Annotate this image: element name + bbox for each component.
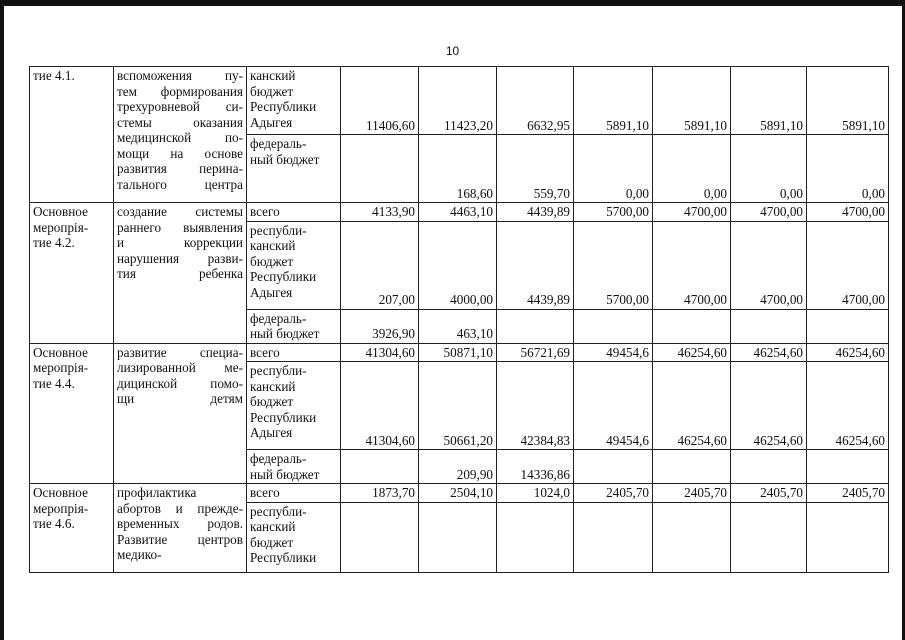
amount-cell: 46254,60 — [807, 343, 889, 362]
description-line: профилактика — [117, 485, 197, 500]
description-line: и коррекции — [117, 235, 243, 250]
amount-cell: 0,00 — [731, 135, 807, 203]
event-line: меропрія- — [33, 360, 89, 375]
amount-cell — [574, 502, 653, 572]
event-line: тие 4.6. — [33, 516, 75, 531]
funding-source-line: Адыгея — [250, 114, 293, 130]
amount-cell: 5700,00 — [574, 203, 653, 222]
funding-source-line: федераль- — [250, 451, 307, 466]
funding-source-line: канский — [250, 378, 296, 394]
amount-cell: 463,10 — [419, 309, 497, 343]
amount-cell: 46254,60 — [731, 343, 807, 362]
event-cell — [30, 203, 114, 344]
amount-cell: 6632,95 — [497, 67, 574, 135]
amount-cell — [341, 502, 419, 572]
amount-cell: 4700,00 — [653, 203, 731, 222]
amount-cell: 5700,00 — [574, 221, 653, 309]
table-row — [30, 343, 889, 362]
funding-source-line: ный бюджет — [250, 326, 320, 341]
funding-source-line: бюджет — [250, 394, 294, 409]
amount-cell: 46254,60 — [731, 362, 807, 450]
amount-cell — [574, 450, 653, 484]
amount-cell: 4439,89 — [497, 203, 574, 222]
event-line: тие 4.2. — [33, 235, 75, 250]
amount-cell: 3926,90 — [341, 309, 419, 343]
funding-source-cell — [247, 362, 341, 450]
amount-cell: 4133,90 — [341, 203, 419, 222]
amount-cell: 4700,00 — [731, 203, 807, 222]
funding-source-cell — [247, 502, 341, 572]
amount-cell: 1024,0 — [497, 484, 574, 503]
funding-source-line: Республики — [250, 269, 317, 284]
page-top-border — [0, 0, 905, 6]
amount-cell: 56721,69 — [497, 343, 574, 362]
amount-cell: 2405,70 — [653, 484, 731, 503]
amount-cell: 4463,10 — [419, 203, 497, 222]
funding-source-line: республи- — [250, 503, 307, 519]
description-line: лизированной ме- — [117, 360, 243, 375]
funding-source-line: всего — [250, 485, 280, 500]
budget-table-body — [30, 67, 889, 573]
funding-source-line: Республики — [250, 409, 317, 425]
description-cell — [114, 203, 247, 344]
amount-cell: 168,60 — [419, 135, 497, 203]
event-line: меропрія- — [33, 219, 89, 235]
amount-cell — [653, 450, 731, 484]
description-line: временных родов. — [117, 516, 243, 531]
amount-cell: 5891,10 — [807, 67, 889, 135]
description-line: стемы оказания — [117, 114, 243, 130]
funding-source-line: ный бюджет — [250, 151, 320, 167]
table-row — [30, 484, 889, 503]
description-line: развитие специа- — [117, 344, 243, 360]
amount-cell: 41304,60 — [341, 343, 419, 362]
amount-cell: 49454,6 — [574, 362, 653, 450]
amount-cell: 4700,00 — [731, 221, 807, 309]
funding-source-line: бюджет — [250, 83, 294, 99]
funding-source-line: Адыгея — [250, 425, 293, 440]
amount-cell — [653, 309, 731, 343]
amount-cell — [341, 450, 419, 484]
description-line: вспоможения пу- — [117, 68, 243, 83]
amount-cell: 559,70 — [497, 135, 574, 203]
amount-cell: 2504,10 — [419, 484, 497, 503]
budget-table — [29, 66, 889, 573]
amount-cell: 2405,70 — [574, 484, 653, 503]
amount-cell: 0,00 — [653, 135, 731, 203]
description-cell — [114, 484, 247, 573]
event-cell — [30, 343, 114, 484]
funding-source-line: федераль- — [250, 136, 307, 151]
table-row — [30, 203, 889, 222]
amount-cell: 41304,60 — [341, 362, 419, 450]
amount-cell: 11406,60 — [341, 67, 419, 135]
funding-source-line: канский — [250, 68, 296, 83]
amount-cell — [731, 502, 807, 572]
funding-source-line: всего — [250, 204, 280, 219]
funding-source-cell — [247, 67, 341, 135]
amount-cell — [497, 309, 574, 343]
description-line: тия ребенка — [117, 266, 243, 281]
amount-cell: 5891,10 — [731, 67, 807, 135]
funding-source-cell — [247, 309, 341, 343]
event-line: тие 4.4. — [33, 375, 75, 391]
event-line: меропрія- — [33, 500, 89, 516]
funding-source-line: всего — [250, 344, 280, 360]
funding-source-line: республи- — [250, 222, 307, 238]
funding-source-line: Республики — [250, 99, 317, 114]
funding-source-cell — [247, 484, 341, 503]
amount-cell: 1873,70 — [341, 484, 419, 503]
amount-cell: 209,90 — [419, 450, 497, 484]
funding-source-cell — [247, 221, 341, 309]
amount-cell — [574, 309, 653, 343]
funding-source-line: бюджет — [250, 253, 294, 269]
description-line: щи детям — [117, 391, 243, 406]
amount-cell — [653, 502, 731, 572]
page-left-border — [0, 0, 4, 640]
amount-cell — [731, 309, 807, 343]
description-line: медицинской по- — [117, 130, 243, 145]
amount-cell: 11423,20 — [419, 67, 497, 135]
amount-cell: 46254,60 — [653, 343, 731, 362]
funding-source-line: Адыгея — [250, 284, 293, 300]
funding-source-line: ный бюджет — [250, 466, 320, 482]
amount-cell: 207,00 — [341, 221, 419, 309]
funding-source-line: Республики — [250, 550, 317, 565]
amount-cell — [497, 502, 574, 572]
amount-cell: 4700,00 — [653, 221, 731, 309]
amount-cell: 50871,10 — [419, 343, 497, 362]
amount-cell: 4439,89 — [497, 221, 574, 309]
funding-source-line: бюджет — [250, 534, 294, 550]
table-row — [30, 67, 889, 135]
description-line: создание системы — [117, 204, 243, 219]
amount-cell: 50661,20 — [419, 362, 497, 450]
amount-cell: 14336,86 — [497, 450, 574, 484]
description-line: тального центра — [117, 176, 243, 192]
description-line: тем формирования — [117, 83, 243, 99]
funding-source-cell — [247, 343, 341, 362]
event-cell — [30, 484, 114, 573]
event-line: тие 4.1. — [33, 68, 75, 83]
description-line: Развитие центров — [117, 531, 243, 547]
event-cell — [30, 67, 114, 203]
description-line: абортов и прежде- — [117, 500, 243, 516]
amount-cell: 2405,70 — [731, 484, 807, 503]
funding-source-line: канский — [250, 519, 296, 534]
amount-cell: 0,00 — [807, 135, 889, 203]
description-line: раннего выявления — [117, 219, 243, 235]
event-line: Основное — [33, 344, 88, 360]
description-line: мощи на основе — [117, 145, 243, 161]
amount-cell: 46254,60 — [653, 362, 731, 450]
amount-cell: 5891,10 — [574, 67, 653, 135]
amount-cell: 5891,10 — [653, 67, 731, 135]
description-line: нарушения разви- — [117, 250, 243, 266]
amount-cell — [807, 450, 889, 484]
description-line: трехуровневой си- — [117, 99, 243, 114]
amount-cell — [731, 450, 807, 484]
amount-cell — [419, 502, 497, 572]
event-line: Основное — [33, 485, 88, 500]
funding-source-line: республи- — [250, 363, 307, 378]
description-cell — [114, 67, 247, 203]
amount-cell: 4000,00 — [419, 221, 497, 309]
funding-source-line: федераль- — [250, 310, 307, 326]
funding-source-cell — [247, 203, 341, 222]
amount-cell: 46254,60 — [807, 362, 889, 450]
amount-cell: 49454,6 — [574, 343, 653, 362]
event-line: Основное — [33, 204, 88, 219]
amount-cell — [341, 135, 419, 203]
amount-cell: 4700,00 — [807, 203, 889, 222]
amount-cell — [807, 502, 889, 572]
amount-cell: 42384,83 — [497, 362, 574, 450]
page-number: 10 — [445, 44, 460, 58]
funding-source-cell — [247, 450, 341, 484]
funding-source-cell — [247, 135, 341, 203]
description-cell — [114, 343, 247, 484]
amount-cell — [807, 309, 889, 343]
amount-cell: 4700,00 — [807, 221, 889, 309]
description-line: развития перина- — [117, 161, 243, 176]
amount-cell: 0,00 — [574, 135, 653, 203]
description-line: дицинской помо- — [117, 375, 243, 391]
funding-source-line: канский — [250, 238, 296, 253]
amount-cell: 2405,70 — [807, 484, 889, 503]
description-line: медико- — [117, 547, 162, 562]
